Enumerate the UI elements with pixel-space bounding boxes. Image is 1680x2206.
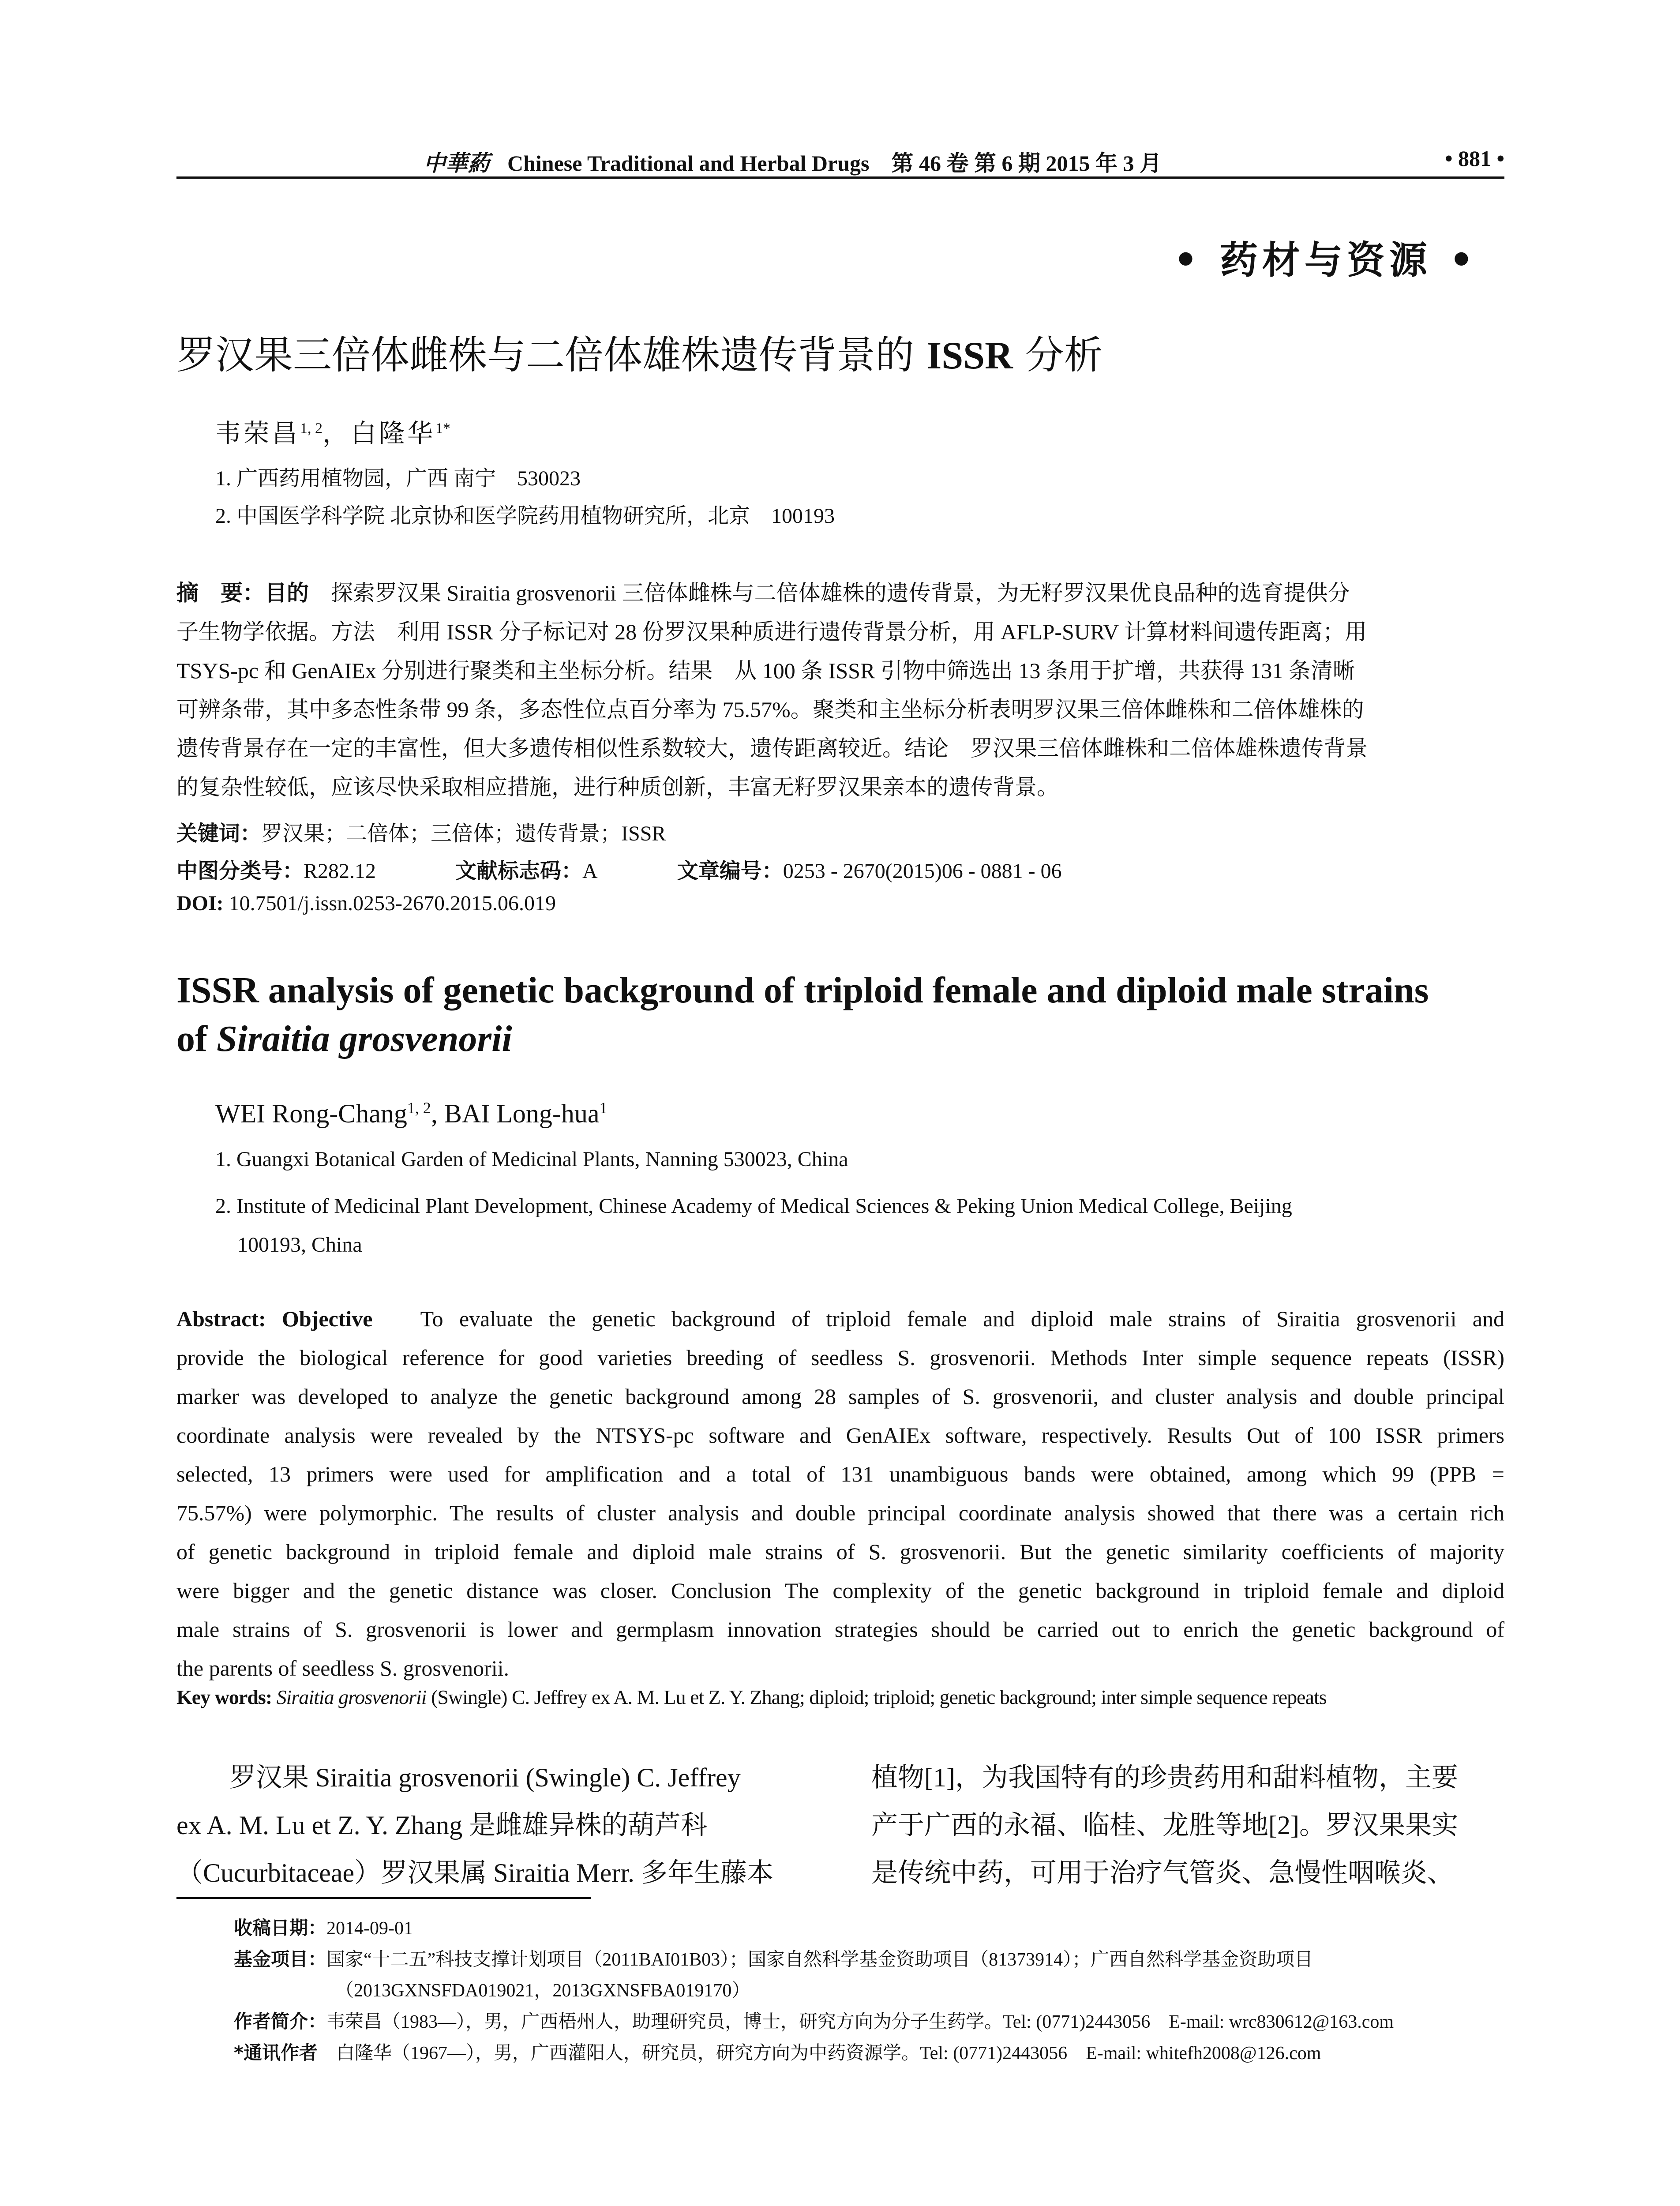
abstract-en-line: provide the biological reference for good varieties breeding of seedless S. grosvenorii. Methods Inter simple sequence repeats (ISSR) — [176, 1345, 1504, 1370]
abstract-cn-line: TSYS-pc 和 GenAIEx 分别进行聚类和主坐标分析。结果 从 100 条 ISSR 引物中筛选出 13 条用于扩增，共获得 131 条清晰 — [176, 658, 1355, 683]
abstract-en-label: Abstract: Objective — [176, 1306, 373, 1331]
fund-label: 基金项目： — [234, 1948, 327, 1970]
footnote-rule — [176, 1897, 591, 1899]
keywords-en-text: (Swingle) C. Jeffrey ex A. M. Lu et Z. Y. Zhang; diploid; triploid; genetic background; inter simple sequence repeats — [426, 1686, 1327, 1708]
keywords-cn-text: 罗汉果；二倍体；三倍体；遗传背景；ISSR — [261, 822, 666, 845]
author-cn-separator: ， — [322, 418, 351, 448]
title-en-line2 — [176, 1015, 1504, 1063]
footnotes — [234, 1913, 1504, 2069]
page-number: • 881 • — [1444, 146, 1504, 171]
affiliation-en-2-line1: 2. Institute of Medicinal Plant Development, Chinese Academy of Medical Sciences & Peking Union Medical College, Beijing — [215, 1194, 1292, 1218]
abstract-en-line: selected, 13 primers were used for amplification and a total of 131 unambiguous bands were obtained, among which 99 (PPB = — [176, 1462, 1504, 1486]
clc-label: 中图分类号： — [176, 859, 304, 883]
abstract-en-line: male strains of S. grosvenorii is lower and germplasm innovation strategies should be carried out to enrich the genetic background of — [176, 1617, 1504, 1642]
header-rule — [176, 176, 1504, 179]
classification-line — [176, 854, 1062, 884]
author-bio-text: 韦荣昌（1983—），男，广西梧州人，助理研究员，博士，研究方向为分子生药学。Tel: (0771)2443056 E-mail: wrc830612@163.com — [326, 2012, 1394, 2032]
title-cn-latin: ISSR — [926, 334, 1013, 377]
section-label: • 药材与资源 • — [1174, 238, 1478, 282]
abstract-en-line: were bigger and the genetic distance was closer. Conclusion The complexity of the genetic background in triploid female and diploid — [176, 1578, 1504, 1603]
title-en — [176, 966, 1504, 1063]
author-cn-1: 韦荣昌 — [215, 418, 300, 448]
footnote-author — [234, 2006, 1504, 2037]
abstract-en — [176, 1299, 1504, 1688]
body-line: 植物[1]，为我国特有的珍贵药用和甜料植物，主要 — [871, 1763, 1458, 1792]
journal-citation — [424, 146, 1162, 177]
doi-value[interactable]: 10.7501/j.issn.0253-2670.2015.06.019 — [229, 892, 556, 915]
abstract-cn-line: 的复杂性较低，应该尽快采取相应措施，进行种质创新，丰富无籽罗汉果亲本的遗传背景。 — [176, 775, 1059, 799]
footnote-received — [234, 1913, 1504, 1944]
body-line: 罗汉果 Siraitia grosvenorii (Swingle) C. Jeffrey — [176, 1763, 741, 1792]
abstract-en-line: the parents of seedless S. grosvenorii. — [176, 1656, 510, 1681]
footnote-corresponding — [234, 2037, 1504, 2069]
author-en-separator: , — [431, 1099, 444, 1128]
author-en-1: WEI Rong-Chang — [215, 1099, 407, 1128]
author-cn-2: 白隆华 — [351, 418, 436, 448]
abstract-cn-objective-label: 目的 — [265, 580, 309, 606]
title-cn — [176, 324, 1103, 380]
body-line: ex A. M. Lu et Z. Y. Zhang 是雌雄异株的葫芦科 — [176, 1811, 708, 1840]
title-en-line2-prefix: of — [176, 1018, 217, 1059]
doc-code-value: A — [582, 859, 598, 883]
abstract-cn — [176, 574, 1504, 807]
author-en-1-affil: 1, 2 — [407, 1099, 431, 1117]
doi-label: DOI: — [176, 892, 224, 915]
received-label: 收稿日期： — [234, 1917, 327, 1939]
keywords-en-label: Key words: — [176, 1686, 272, 1708]
affiliation-cn-1: 1. 广西药用植物园，广西 南宁 530023 — [215, 467, 581, 490]
affiliation-cn-2: 2. 中国医学科学院 北京协和医学院药用植物研究所，北京 100193 — [215, 504, 835, 528]
doc-code-label: 文献标志码： — [455, 859, 583, 883]
keywords-cn-label: 关键词： — [176, 821, 262, 846]
title-en-species: Siraitia grosvenorii — [216, 1018, 512, 1059]
keywords-cn — [176, 816, 666, 847]
author-en-2: BAI Long-hua — [444, 1099, 600, 1128]
body-line: 是传统中药，可用于治疗气管炎、急慢性咽喉炎、 — [871, 1858, 1454, 1887]
article-number-label: 文章编号： — [677, 859, 783, 883]
keywords-en-species: Siraitia grosvenorii — [276, 1686, 427, 1708]
title-cn-prefix: 罗汉果三倍体雌株与二倍体雄株遗传背景的 — [176, 332, 926, 378]
footnote-fund-cont: （2013GXNSFDA019021，2013GXNSFBA019170） — [335, 1981, 750, 2001]
clc-value: R282.12 — [304, 859, 376, 883]
received-date: 2014-09-01 — [326, 1918, 413, 1939]
doi — [176, 891, 556, 915]
abstract-en-line: of genetic background in triploid female and diploid male strains of S. grosvenorii. But the genetic similarity coefficients of majority — [176, 1539, 1504, 1564]
article-number-value: 0253 - 2670(2015)06 - 0881 - 06 — [783, 859, 1062, 883]
author-cn-2-affil: 1* — [435, 420, 451, 437]
journal-name: Chinese Traditional and Herbal Drugs 第 46 卷 第 6 期 2015 年 3 月 — [507, 151, 1162, 176]
authors-en — [215, 1099, 608, 1129]
affiliation-en-2 — [215, 1187, 1506, 1264]
author-cn-1-affil: 1, 2 — [300, 420, 323, 437]
keywords-en — [176, 1685, 1327, 1709]
body-line: 产于广西的永福、临桂、龙胜等地[2]。罗汉果果实 — [871, 1811, 1458, 1840]
affiliation-en-2-line2: 100193, China — [237, 1233, 362, 1257]
abstract-cn-line: 可辨条带，其中多态性条带 99 条，多态性位点百分率为 75.57%。聚类和主坐标分析表明罗汉果三倍体雌株和二倍体雄株的 — [176, 697, 1364, 722]
authors-cn — [215, 413, 450, 450]
body-column-left — [176, 1754, 807, 1897]
abstract-cn-line: 子生物学依据。方法 利用 ISSR 分子标记对 28 份罗汉果种质进行遗传背景分析，用 AFLP-SURV 计算材料间遗传距离；用 — [176, 619, 1367, 644]
abstract-cn-line: 遗传背景存在一定的丰富性，但大多遗传相似性系数较大，遗传距离较近。结论 罗汉果三倍体雌株和二倍体雄株遗传背景 — [176, 736, 1368, 761]
corresponding-text: 白隆华（1967—），男，广西灌阳人，研究员，研究方向为中药资源学。Tel: (0771)2443056 E-mail: whitefh2008@126.com — [317, 2043, 1321, 2063]
journal-logo-text: 中華葯 — [424, 150, 490, 176]
abstract-en-line: marker was developed to analyze the genetic background among 28 samples of S. grosvenorii, and cluster analysis and double principal — [176, 1384, 1504, 1409]
affiliation-en-1: 1. Guangxi Botanical Garden of Medicinal Plants, Nanning 530023, China — [215, 1148, 848, 1171]
corresponding-label: *通讯作者 — [234, 2042, 318, 2063]
footnote-fund — [234, 1944, 1504, 1975]
title-en-line1: ISSR analysis of genetic background of triploid female and diploid male strains — [176, 970, 1429, 1011]
abstract-en-text: To evaluate the genetic background of triploid female and diploid male strains of Siraitia grosvenorii and — [420, 1306, 1504, 1331]
body-line: （Cucurbitaceae）罗汉果属 Siraitia Merr. 多年生藤本 — [176, 1858, 774, 1887]
author-bio-label: 作者简介： — [234, 2011, 327, 2032]
author-en-2-affil: 1 — [599, 1099, 608, 1117]
running-header — [176, 140, 1504, 180]
body-column-right — [871, 1754, 1504, 1897]
abstract-en-line: coordinate analysis were revealed by the NTSYS-pc software and GenAIEx software, respectively. Results Out of 100 ISSR primers — [176, 1423, 1504, 1448]
abstract-cn-text: 探索罗汉果 Siraitia grosvenorii 三倍体雌株与二倍体雄株的遗传背景，为无籽罗汉果优良品种的选育提供分 — [309, 581, 1350, 605]
abstract-cn-line — [176, 574, 1504, 612]
abstract-cn-label: 摘 要： — [176, 580, 265, 606]
fund-text: 国家“十二五”科技支撑计划项目（2011BAI01B03）；国家自然科学基金资助项目（81373914）；广西自然科学基金资助项目 — [326, 1950, 1313, 1970]
abstract-en-line: 75.57%) were polymorphic. The results of cluster analysis and double principal coordinate analysis showed that there was a certain rich — [176, 1501, 1504, 1525]
title-cn-suffix: 分析 — [1012, 332, 1103, 378]
abstract-en-line — [176, 1299, 1504, 1338]
